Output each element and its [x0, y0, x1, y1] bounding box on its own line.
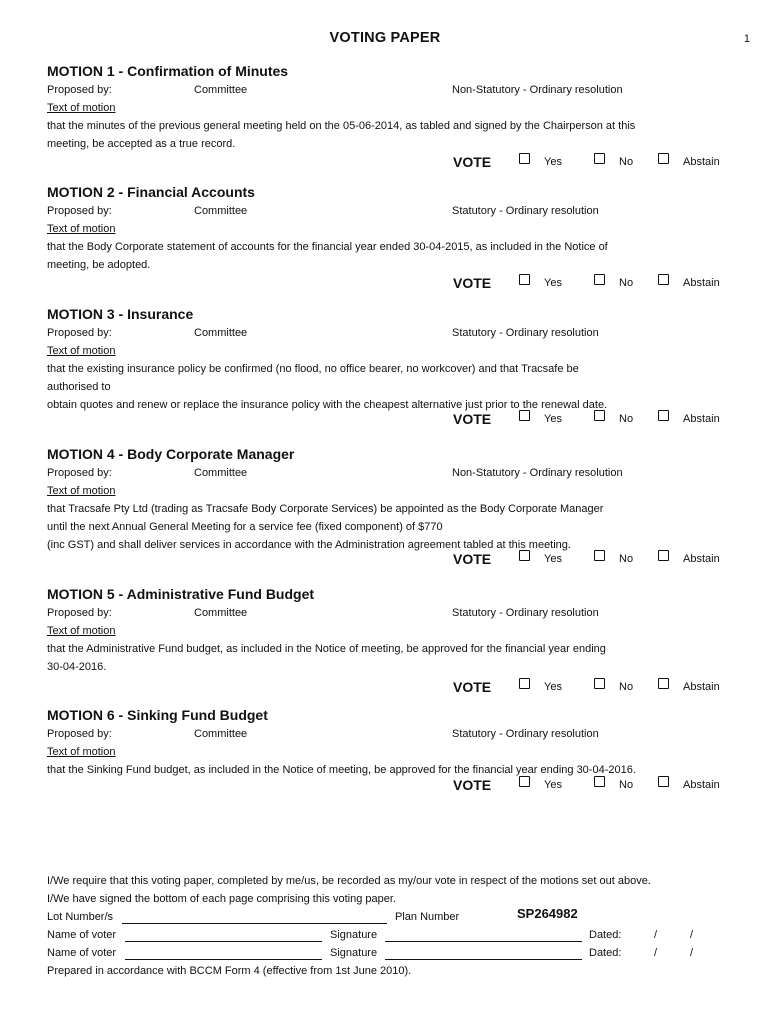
motion-heading: MOTION 5 - Administrative Fund Budget — [47, 586, 315, 602]
prepared-note: Prepared in accordance with BCCM Form 4 (effective from 1st June 2010). — [47, 965, 412, 977]
lot-number-label: Lot Number/s — [47, 911, 114, 923]
yes-label: Yes — [544, 277, 562, 289]
vote-label: VOTE — [453, 154, 492, 170]
date-separator: / — [654, 929, 658, 941]
proposed-by-value: Committee — [194, 728, 248, 740]
proposed-by-label: Proposed by: — [47, 205, 112, 217]
date-separator: / — [690, 947, 694, 959]
motion-5 — [47, 584, 737, 698]
no-checkbox[interactable] — [594, 776, 605, 787]
abstain-checkbox[interactable] — [658, 776, 669, 787]
proposed-by-label: Proposed by: — [47, 467, 112, 479]
vote-label: VOTE — [453, 777, 492, 793]
motion-text-line: that the existing insurance policy be confirmed (no flood, no office bearer, no workcover) and that Tracsafe be — [47, 363, 579, 375]
resolution-type: Statutory - Ordinary resolution — [452, 607, 599, 619]
resolution-type: Statutory - Ordinary resolution — [452, 327, 599, 339]
resolution-type: Statutory - Ordinary resolution — [452, 728, 599, 740]
yes-checkbox[interactable] — [519, 410, 530, 421]
motion-text-line: that the Administrative Fund budget, as included in the Notice of meeting, be approved for the financial year ending — [47, 643, 606, 655]
abstain-label: Abstain — [683, 681, 720, 693]
date-separator: / — [654, 947, 658, 959]
proposed-by-value: Committee — [194, 84, 248, 96]
yes-label: Yes — [544, 156, 562, 168]
abstain-checkbox[interactable] — [658, 153, 669, 164]
no-label: No — [619, 277, 634, 289]
resolution-type: Non-Statutory - Ordinary resolution — [452, 467, 623, 479]
proposed-by-label: Proposed by: — [47, 84, 112, 96]
proposed-by-value: Committee — [194, 327, 248, 339]
no-label: No — [619, 413, 634, 425]
motion-text-line: (inc GST) and shall deliver services in accordance with the Administration agreement tabled at this meeting. — [47, 539, 571, 551]
text-of-motion-label: Text of motion — [47, 223, 116, 235]
no-checkbox[interactable] — [594, 410, 605, 421]
abstain-label: Abstain — [683, 413, 720, 425]
proposed-by-label: Proposed by: — [47, 607, 112, 619]
motion-heading: MOTION 3 - Insurance — [47, 306, 194, 322]
motion-text-line: until the next Annual General Meeting for a service fee (fixed component) of $770 — [47, 521, 443, 533]
motion-text-line: that the Sinking Fund budget, as included in the Notice of meeting, be approved for the financial year ending 30-04-2016. — [47, 764, 636, 776]
abstain-label: Abstain — [683, 779, 720, 791]
no-label: No — [619, 553, 634, 565]
abstain-checkbox[interactable] — [658, 410, 669, 421]
yes-label: Yes — [544, 553, 562, 565]
signature-label: Signature — [330, 929, 378, 941]
no-label: No — [619, 779, 634, 791]
yes-checkbox[interactable] — [519, 153, 530, 164]
page-number: 1 — [743, 33, 750, 45]
voter-name-field[interactable] — [125, 946, 322, 960]
vote-row — [47, 776, 737, 796]
no-checkbox[interactable] — [594, 274, 605, 285]
yes-label: Yes — [544, 681, 562, 693]
resolution-type: Statutory - Ordinary resolution — [452, 205, 599, 217]
motion-text-line: authorised to — [47, 381, 111, 393]
signature-field[interactable] — [385, 946, 582, 960]
no-checkbox[interactable] — [594, 678, 605, 689]
dated-label: Dated: — [589, 947, 622, 959]
text-of-motion-label: Text of motion — [47, 485, 116, 497]
motion-text-line: that Tracsafe Pty Ltd (trading as Tracsafe Body Corporate Services) be appointed as the Body Corporate Manager — [47, 503, 604, 515]
text-of-motion-label: Text of motion — [47, 746, 116, 758]
motion-heading: MOTION 2 - Financial Accounts — [47, 184, 255, 200]
yes-checkbox[interactable] — [519, 678, 530, 689]
motion-6 — [47, 705, 737, 796]
motion-text-line: obtain quotes and renew or replace the insurance policy with the cheapest alternative just prior to the renewal date. — [47, 399, 608, 411]
vote-row — [47, 274, 737, 294]
plan-number-value: SP264982 — [517, 906, 578, 921]
motion-1 — [47, 61, 737, 173]
no-label: No — [619, 681, 634, 693]
vote-row — [47, 678, 737, 698]
declaration-text: I/We require that this voting paper, completed by me/us, be recorded as my/our vote in respect of the motions set out above. — [47, 875, 651, 887]
no-checkbox[interactable] — [594, 153, 605, 164]
text-of-motion-label: Text of motion — [47, 345, 116, 357]
proposed-by-value: Committee — [194, 467, 248, 479]
motion-2 — [47, 182, 737, 294]
motion-4 — [47, 444, 737, 570]
yes-label: Yes — [544, 413, 562, 425]
dated-label: Dated: — [589, 929, 622, 941]
motion-text-line: that the minutes of the previous general meeting held on the 05-06-2014, as tabled and signed by the Chairperson at this — [47, 120, 636, 132]
proposed-by-label: Proposed by: — [47, 327, 112, 339]
no-label: No — [619, 156, 634, 168]
yes-label: Yes — [544, 779, 562, 791]
voter-name-field[interactable] — [125, 928, 322, 942]
lot-number-field[interactable] — [122, 910, 387, 924]
proposed-by-value: Committee — [194, 607, 248, 619]
vote-row — [47, 550, 737, 570]
motion-text-line: 30-04-2016. — [47, 661, 107, 673]
text-of-motion-label: Text of motion — [47, 102, 116, 114]
date-separator: / — [690, 929, 694, 941]
motion-text-line: meeting, be adopted. — [47, 259, 151, 271]
vote-label: VOTE — [453, 411, 492, 427]
motion-text-line: meeting, be accepted as a true record. — [47, 138, 236, 150]
abstain-label: Abstain — [683, 553, 720, 565]
vote-row — [47, 153, 737, 173]
abstain-label: Abstain — [683, 277, 720, 289]
signature-label: Signature — [330, 947, 378, 959]
voter-name-label: Name of voter — [47, 929, 117, 941]
motion-text-line: that the Body Corporate statement of accounts for the financial year ended 30-04-2015, as included in the Notice of — [47, 241, 608, 253]
abstain-checkbox[interactable] — [658, 550, 669, 561]
yes-checkbox[interactable] — [519, 776, 530, 787]
motion-heading: MOTION 6 - Sinking Fund Budget — [47, 707, 268, 723]
vote-label: VOTE — [453, 679, 492, 695]
declaration-footer — [47, 872, 737, 980]
abstain-label: Abstain — [683, 156, 720, 168]
vote-label: VOTE — [453, 275, 492, 291]
abstain-checkbox[interactable] — [658, 274, 669, 285]
declaration-text: I/We have signed the bottom of each page comprising this voting paper. — [47, 893, 396, 905]
motion-3 — [47, 304, 737, 430]
signature-field[interactable] — [385, 928, 582, 942]
abstain-checkbox[interactable] — [658, 678, 669, 689]
page-title: VOTING PAPER — [329, 30, 441, 46]
plan-number-label: Plan Number — [395, 911, 460, 923]
text-of-motion-label: Text of motion — [47, 625, 116, 637]
voter-name-label: Name of voter — [47, 947, 117, 959]
vote-label: VOTE — [453, 551, 492, 567]
resolution-type: Non-Statutory - Ordinary resolution — [452, 84, 623, 96]
motion-heading: MOTION 1 - Confirmation of Minutes — [47, 63, 289, 79]
yes-checkbox[interactable] — [519, 550, 530, 561]
yes-checkbox[interactable] — [519, 274, 530, 285]
proposed-by-value: Committee — [194, 205, 248, 217]
vote-row — [47, 410, 737, 430]
motion-heading: MOTION 4 - Body Corporate Manager — [47, 446, 295, 462]
proposed-by-label: Proposed by: — [47, 728, 112, 740]
no-checkbox[interactable] — [594, 550, 605, 561]
